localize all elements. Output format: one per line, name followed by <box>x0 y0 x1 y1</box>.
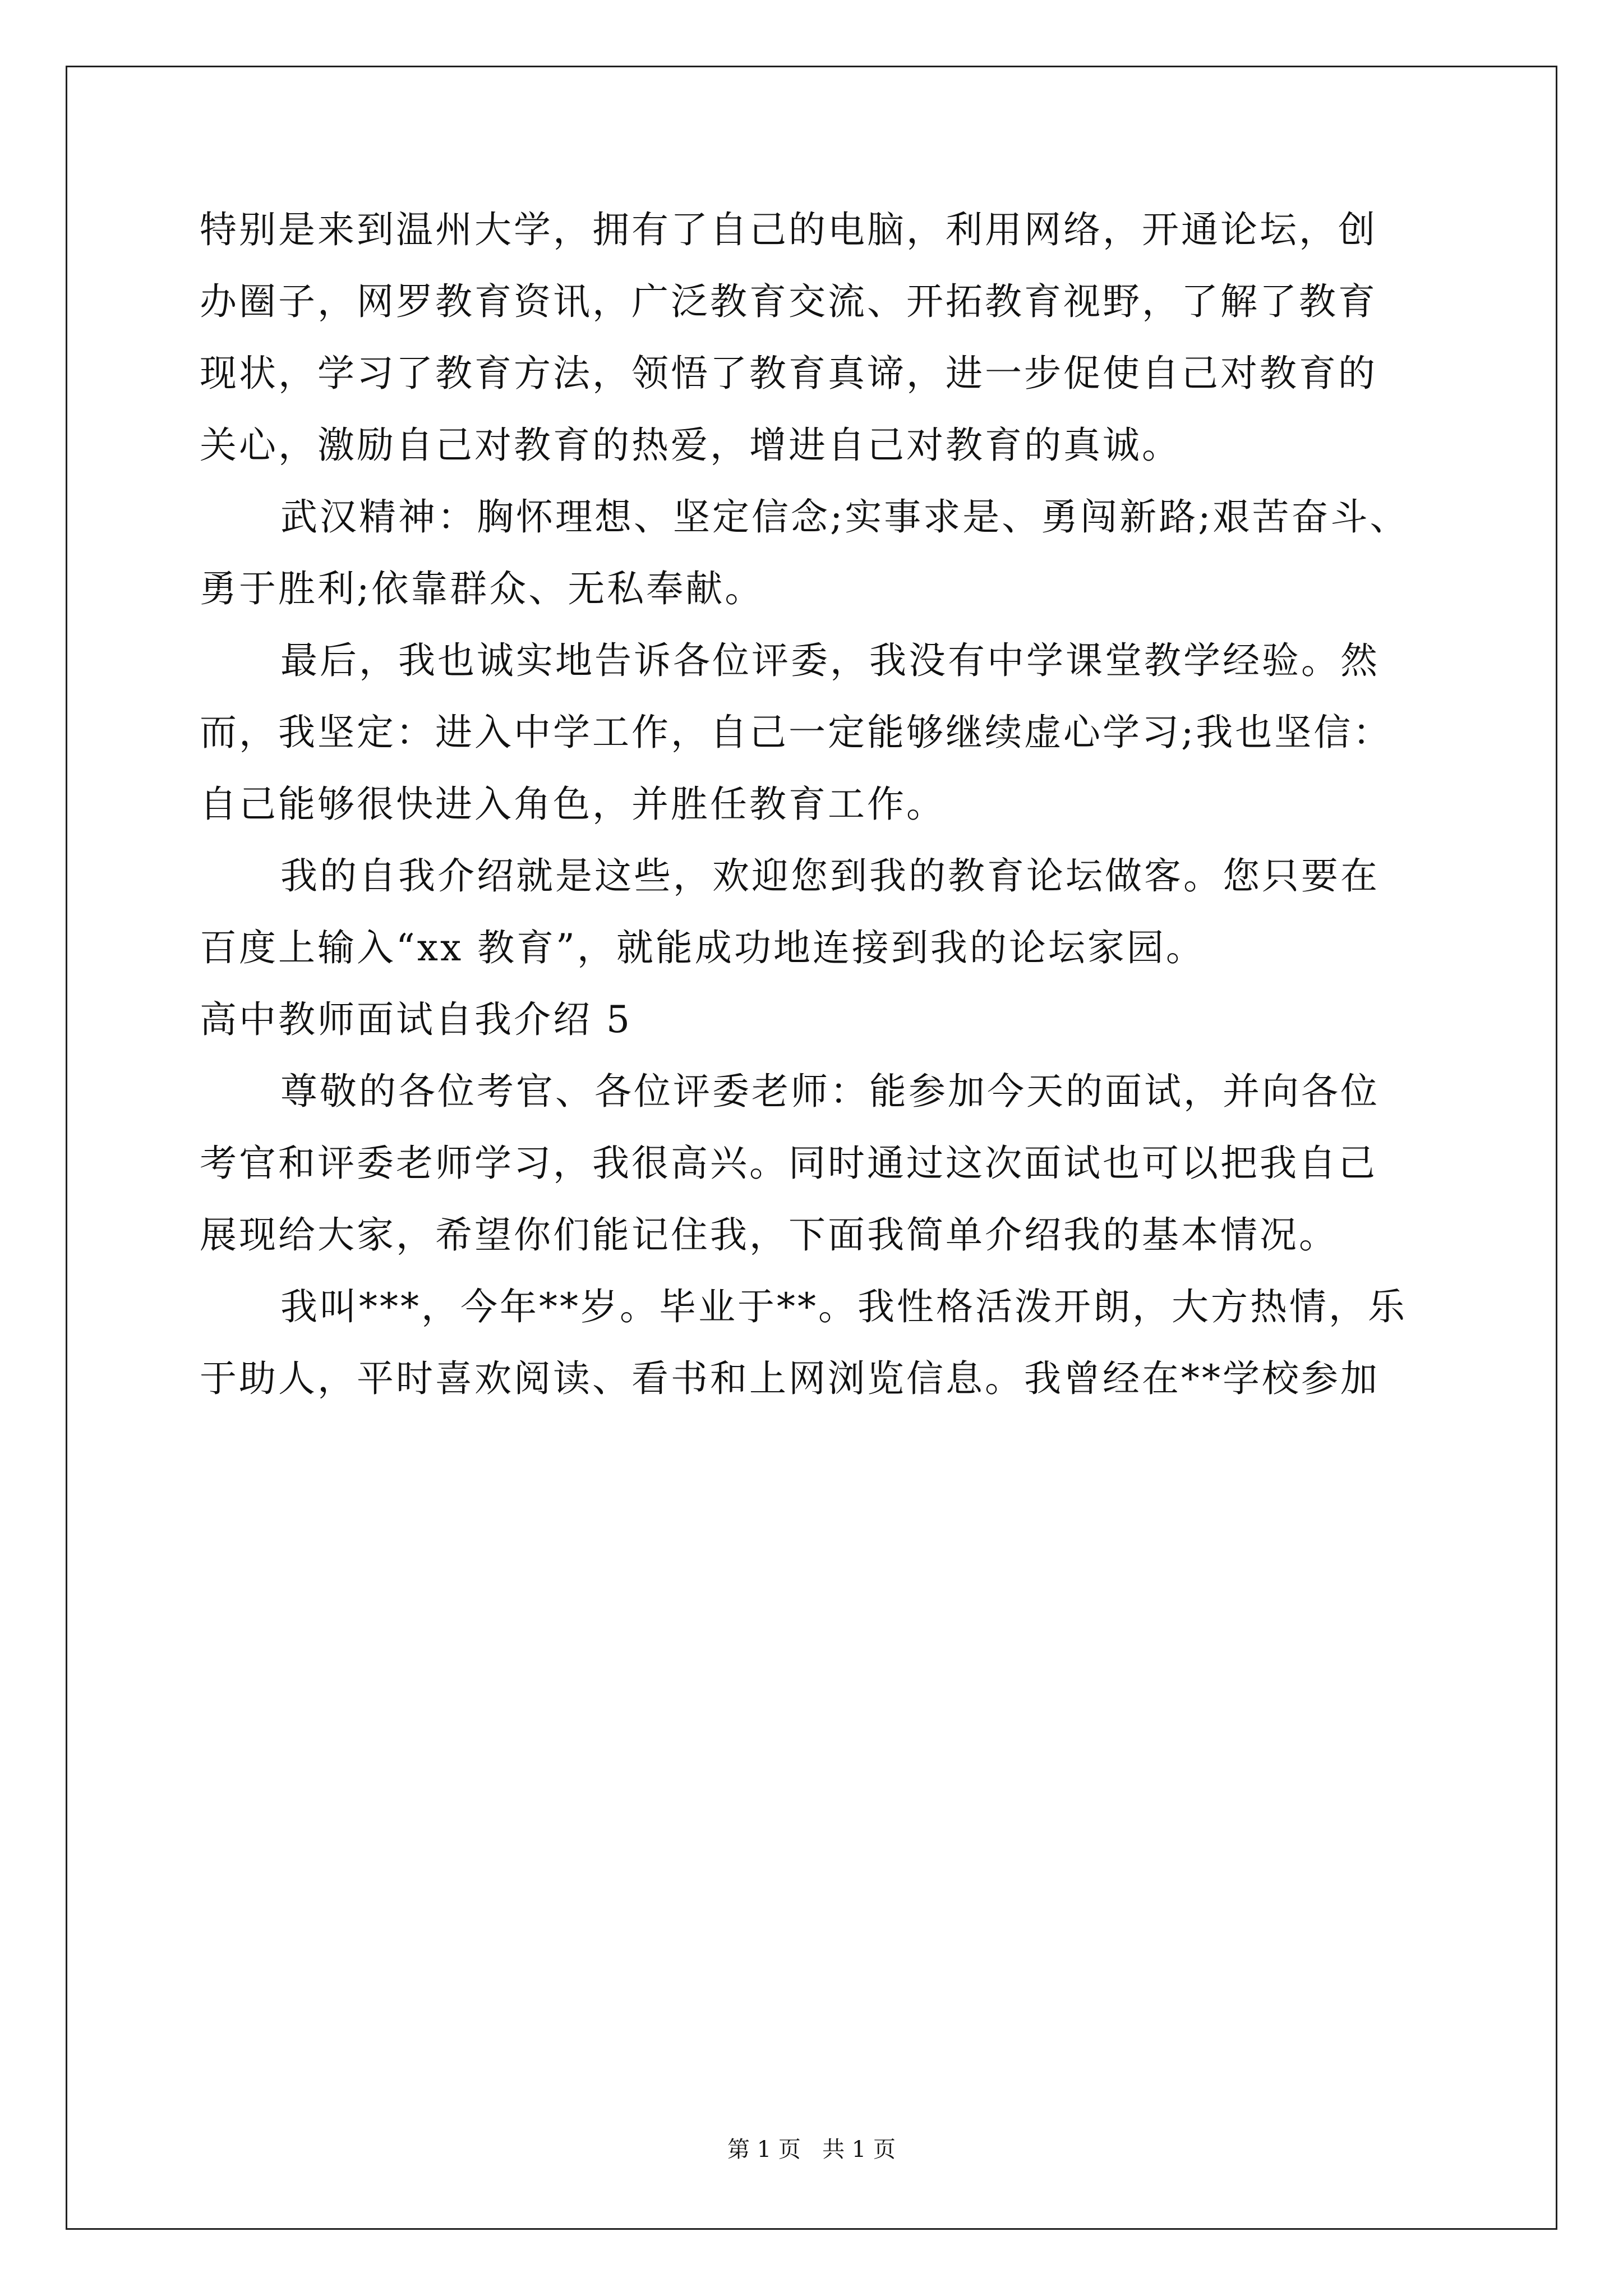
text-line: 展现给大家，希望你们能记住我，下面我简单介绍我的基本情况。 <box>200 1213 1338 1257</box>
text-line: 百度上输入“xx 教育”，就能成功地连接到我的论坛家园。 <box>200 926 1205 969</box>
text-line: 而，我坚定：进入中学工作，自己一定能够继续虚心学习;我也坚信： <box>200 711 1393 754</box>
text-line: 武汉精神：胸怀理想、坚定信念;实事求是、勇闯新路;艰苦奋斗、 <box>280 495 1409 539</box>
text-line: 于助人，平时喜欢阅读、看书和上网浏览信息。我曾经在**学校参加 <box>200 1357 1380 1400</box>
text-line: 特别是来到温州大学，拥有了自己的电脑，利用网络，开通论坛，创 <box>200 208 1377 251</box>
section-heading: 高中教师面试自我介绍 5 <box>200 998 632 1041</box>
text-line: 尊敬的各位考官、各位评委老师：能参加今天的面试，并向各位 <box>280 1070 1380 1113</box>
page-footer: 第 1 页 共 1 页 <box>727 2137 896 2162</box>
text-line: 关心，激励自己对教育的热爱，增进自己对教育的真诚。 <box>200 424 1181 467</box>
text-line: 我叫***，今年**岁。毕业于**。我性格活泼开朗，大方热情，乐 <box>280 1285 1407 1328</box>
text-line: 我的自我介绍就是这些，欢迎您到我的教育论坛做客。您只要在 <box>280 854 1380 898</box>
text-line: 考官和评委老师学习，我很高兴。同时通过这次面试也可以把我自己 <box>200 1142 1377 1185</box>
text-line: 自己能够很快进入角色，并胜任教育工作。 <box>200 783 946 826</box>
text-line: 现状，学习了教育方法，领悟了教育真谛，进一步促使自己对教育的 <box>200 352 1377 395</box>
text-line: 办圈子，网罗教育资讯，广泛教育交流、开拓教育视野，了解了教育 <box>200 280 1377 323</box>
text-line: 最后，我也诚实地告诉各位评委，我没有中学课堂教学经验。然 <box>280 639 1380 682</box>
text-line: 勇于胜利;依靠群众、无私奉献。 <box>200 567 764 610</box>
